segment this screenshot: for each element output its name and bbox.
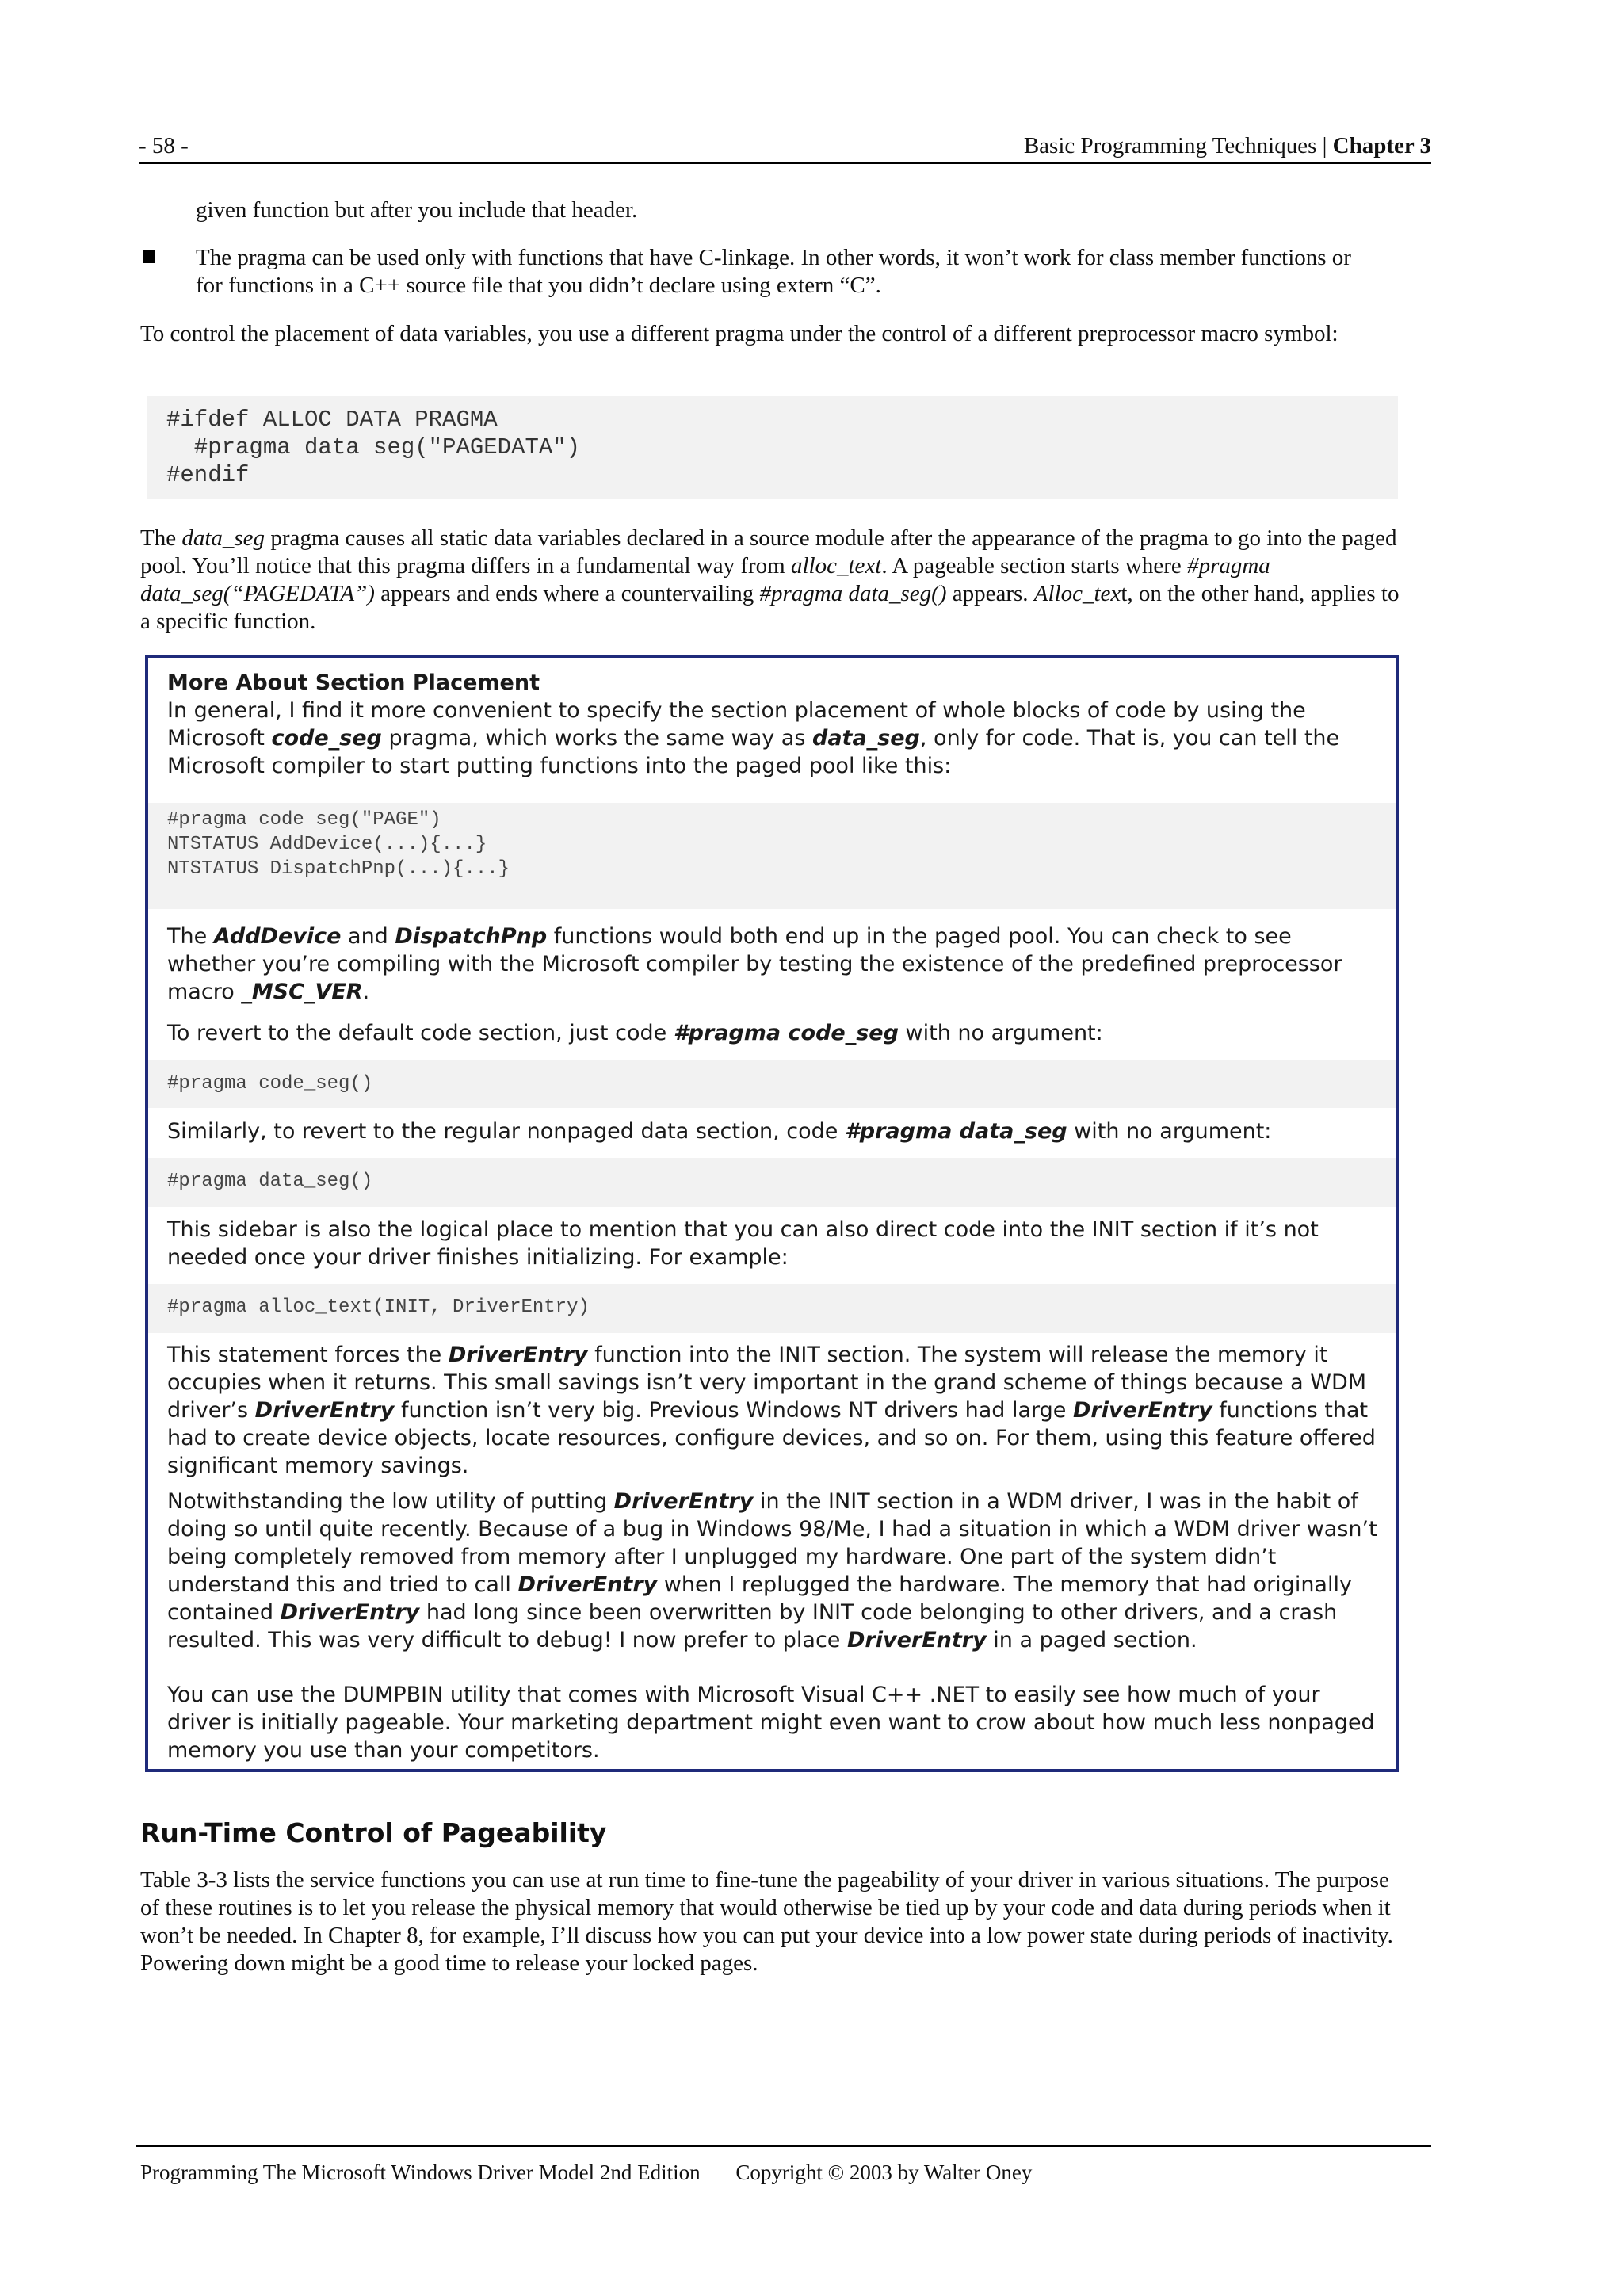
text-run: appears and ends where a countervailing [374,581,760,606]
sidebar-code-3-text: #pragma data_seg() [167,1171,373,1192]
bold-italic-run: DriverEntry [448,1343,588,1367]
italic-run: #pragma data_seg(“PAGEDATA”) [140,553,1270,606]
code-block-text: #ifdef ALLOC DATA PRAGMA #pragma data seg("PAGEDATA") #endif [166,407,581,488]
text-run: pragma, which works the same way as [381,726,812,751]
sidebar-code-2-text: #pragma code_seg() [167,1073,373,1095]
footer-book-title: Programming The Microsoft Windows Driver Model 2nd Edition [140,2160,701,2184]
italic-run: Alloc_tex [1033,581,1121,606]
bold-italic-run: DriverEntry [280,1600,420,1625]
intro-paragraph: To control the placement of data variables, you use a different pragma under the control of a different preprocessor macro symbol: [140,321,1338,346]
text-run: in the INIT section in a WDM driver, I was in the habit of doing so until quite recently. Because of a bug in Windows 98/Me, I had a situation in which a WDM driver wasn’t being completely removed from memory after I unplugged my hardware. One part of the system didn’t understand this and tried to call [167,1489,1377,1597]
sidebar-code-4 [148,1284,1396,1333]
bold-italic-run: #pragma code_seg [673,1021,899,1045]
bold-italic-run: AddDevice [213,924,342,949]
text-run: functions would both end up in the paged pool. You can check to see whether you’re compiling with the Microsoft compiler by testing the existence of the predefined preprocessor macro [167,924,1342,1004]
chapter-label: Chapter 3 [1332,133,1431,159]
sidebar-code-2 [148,1060,1396,1108]
bold-italic-run: data_seg [812,726,920,751]
text-run: functions that had to create device objects, locate resources, configure devices, and so on. For them, using this feature offered significant memory savings. [167,1398,1376,1478]
sidebar-title [167,669,1380,697]
bold-italic-run: DriverEntry [1073,1398,1212,1423]
text-run: when I replugged the hardware. The memory that had originally contained [167,1572,1352,1625]
text-run: function into the INIT section. The system will release the memory it occupies when it returns. This small savings isn’t very important in the grand scheme of things because a WDM driver’s [167,1343,1367,1423]
running-header [139,130,1431,164]
running-title-text: Basic Programming Techniques | [1023,133,1333,159]
text-run: appears. [946,581,1034,606]
sidebar-paragraph-4 [167,1117,1380,1145]
running-title [1024,133,1431,159]
sidebar-paragraph-3 [167,1019,1380,1047]
sidebar-paragraph-8: You can use the DUMPBIN utility that comes with Microsoft Visual C++ .NET to easily see how much of your driver is initially pageable. Your marketing department might even want to crow about how much less nonpaged memory you use than your competitors. [167,1683,1375,1763]
sidebar-paragraph-2 [167,923,1380,1006]
text-run: . [362,980,370,1004]
section-paragraph: Table 3-3 lists the service functions you can use at run time to fine-tune the pageability of your driver in various situations. The purpose of these routines is to let you release the physical memory that would otherwise be tied up by your code and data during periods when it won’t be needed. In Chapter 8, for example, I’ll discuss how you can put your device into a low power state during periods of inactivity. Powering down might be a good time to release your locked pages. [140,1867,1393,1976]
text-run: in a paged section. [986,1628,1197,1652]
text-run: , only for code. That is, you can tell the Microsoft compiler to start putting functions into the paged pool like this: [167,726,1340,778]
page-footer [140,2160,1062,2185]
text-run: pragma causes all static data variables declared in a source module after the appearance of the pragma to go into the paged pool. You’ll notice that this pragma differs in a fundamental way from [140,525,1397,579]
text-run: with no argument: [1067,1119,1272,1144]
page-number: - 58 - [139,133,189,159]
text-run: function isn’t very big. Previous Windows NT drivers had large [394,1398,1073,1423]
italic-run: #pragma data_seg() [759,581,947,606]
footer-rule [136,2145,1431,2147]
text-run: t, on the other hand, applies to a specific function. [140,581,1400,634]
bold-italic-run: DriverEntry [254,1398,395,1423]
italic-run: alloc_text [790,553,882,579]
text-run: The [140,525,182,551]
bold-italic-run: #pragma data_seg [844,1119,1067,1144]
sidebar-code-1 [148,803,1396,909]
text-run: . A pageable section starts where [881,553,1188,579]
text-run: with no argument: [898,1021,1103,1045]
sidebar-title-text: More About Section Placement [167,670,540,695]
text-run: had long since been overwritten by INIT code belonging to other drivers, and a crash resulted. This was very difficult to debug! I now prefer to place [167,1600,1338,1652]
sidebar-code-1-text: #pragma code seg("PAGE") NTSTATUS AddDevice(...){...} NTSTATUS DispatchPnp(...){...} [167,809,510,880]
bold-italic-run: DriverEntry [613,1489,754,1514]
sidebar-paragraph-5: This sidebar is also the logical place to mention that you can also direct code into the INIT section if it’s not needed once your driver finishes initializing. For example: [167,1217,1319,1270]
section-heading: Run-Time Control of Pageability [140,1817,607,1848]
bold-italic-run: code_seg [271,726,382,751]
sidebar-paragraph-6 [167,1341,1380,1480]
text-run: To revert to the default code section, just code [167,1021,674,1045]
italic-run: data_seg [181,525,265,551]
text-run: In general, I find it more convenient to specify the section placement of whole blocks of code by using the Microsoft [167,698,1306,751]
bold-italic-run: DriverEntry [847,1628,987,1652]
sidebar-code-3 [148,1158,1396,1207]
bullet-square-icon [143,250,155,263]
bold-italic-run: DriverEntry [517,1572,658,1597]
text-run: Similarly, to revert to the regular nonpaged data section, code [167,1119,845,1144]
text-run: This statement forces the [167,1343,449,1367]
sidebar-paragraph-7 [167,1488,1380,1654]
bullet-text: The pragma can be used only with functions that have C-linkage. In other words, it won’t work for class member functions or for functions in a C++ source file that you didn’t declare using extern “C”. [196,245,1351,298]
code-block [147,396,1398,499]
footer-copyright: Copyright © 2003 by Walter Oney [735,2160,1033,2184]
sidebar-paragraph-1 [167,697,1380,780]
text-run: Notwithstanding the low utility of putting [167,1489,614,1514]
data-seg-paragraph [140,525,1404,636]
text-run: and [341,924,395,949]
bold-italic-run: DispatchPnp [395,924,548,949]
continued-line: given function but after you include that header. [196,197,638,223]
sidebar-code-4-text: #pragma alloc_text(INIT, DriverEntry) [167,1297,590,1318]
sidebar-box [145,655,1399,1772]
text-run: The [167,924,214,949]
bold-italic-run: _MSC_VER [241,980,363,1004]
